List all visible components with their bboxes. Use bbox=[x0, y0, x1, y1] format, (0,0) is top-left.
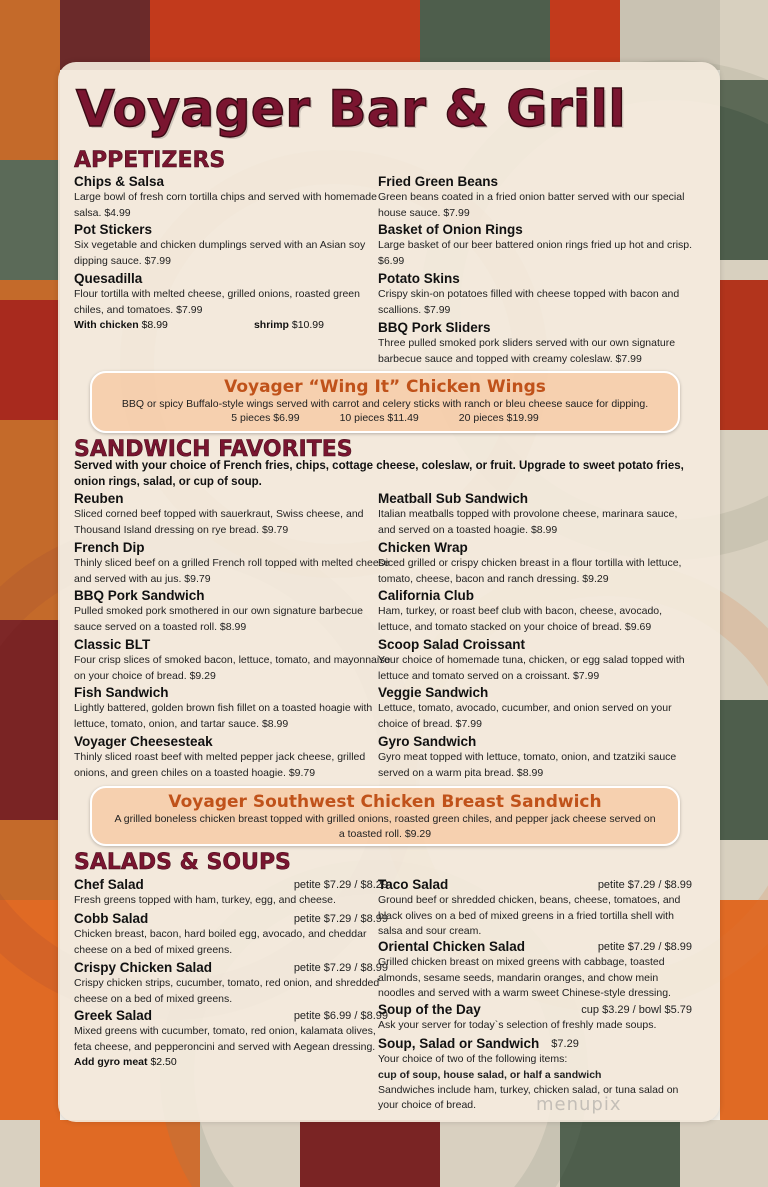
item-addons bbox=[74, 1055, 324, 1071]
menu-item bbox=[378, 1002, 696, 1034]
menu-item bbox=[74, 734, 392, 781]
item-price: petite $7.29 / $8.99 bbox=[597, 879, 692, 891]
feature-title: Voyager “Wing It” Chicken Wings bbox=[224, 377, 546, 397]
feature-description: A grilled boneless chicken breast topped with grilled onions, roasted green chiles, and pepper jack cheese served on a toasted roll. $9.29 bbox=[114, 813, 656, 840]
item-description: Ground beef or shredded chicken, beans, cheese, tomatoes, and black olives on a bed of mixed greens in a fried tortilla shell with salsa and sour cream. bbox=[378, 894, 681, 937]
item-name: Quesadilla bbox=[74, 271, 143, 286]
item-price: cup $3.29 / bowl $5.79 bbox=[581, 1004, 692, 1016]
item-description: Fresh greens topped with ham, turkey, egg, and cheese. bbox=[74, 894, 336, 906]
addon-price: $2.50 bbox=[150, 1056, 177, 1068]
addon-price: $8.99 bbox=[141, 319, 168, 331]
item-description: Thinly sliced roast beef with melted pepper jack cheese, grilled onions, and green chiles on a toasted hoagie. $9.79 bbox=[74, 751, 366, 779]
item-price: $7.29 bbox=[551, 1038, 579, 1050]
combo-options: cup of soup, house salad, or half a sandwich bbox=[378, 1068, 602, 1081]
menu-item bbox=[378, 637, 696, 684]
item-description: Ask your server for today`s selection of freshly made soups. bbox=[378, 1019, 657, 1031]
item-description: Sliced corned beef topped with sauerkraut, Swiss cheese, and Thousand Island dressing on rye bread. $9.79 bbox=[74, 508, 364, 536]
feature-box-southwest bbox=[90, 786, 680, 846]
item-description: Crispy skin-on potatoes filled with cheese topped with bacon and scallions. $7.99 bbox=[378, 288, 680, 316]
item-name: Voyager Cheesesteak bbox=[74, 734, 213, 749]
feature-title: Voyager Southwest Chicken Breast Sandwich bbox=[168, 792, 602, 812]
item-description: Grilled chicken breast on mixed greens with cabbage, toasted almonds, sesame seeds, mandarin oranges, and chow mein noodles and served with a warm sweet Chinese-style dressing. bbox=[378, 956, 671, 999]
menu-item bbox=[378, 222, 696, 269]
item-description: Mixed greens with cucumber, tomato, red onion, kalamata olives, feta cheese, and pepperoncini and served with Aegean dressing. bbox=[74, 1025, 376, 1053]
item-description: Ham, turkey, or roast beef club with bacon, cheese, avocado, lettuce, and tomato stacked on your choice of bread. $9.69 bbox=[378, 605, 663, 633]
addon-label: With chicken bbox=[74, 319, 139, 331]
item-note: Sandwiches include ham, turkey, chicken salad, or tuna salad on your choice of bread. bbox=[378, 1083, 679, 1111]
item-description: Four crisp slices of smoked bacon, lettuce, tomato, and mayonnaise on your choice of bread. $9.29 bbox=[74, 654, 391, 682]
menu-item bbox=[378, 271, 696, 318]
item-description: Lightly battered, golden brown fish fillet on a toasted hoagie with lettuce, tomato, onion, and tartar sauce. $8.99 bbox=[74, 702, 373, 730]
item-name: Potato Skins bbox=[378, 271, 460, 286]
item-name: Oriental Chicken Salad bbox=[378, 939, 526, 954]
item-description: Six vegetable and chicken dumplings served with an Asian soy dipping sauce. $7.99 bbox=[74, 239, 366, 267]
feature-box-wings bbox=[90, 371, 680, 433]
item-name: Chips & Salsa bbox=[74, 174, 165, 189]
addon-label: shrimp bbox=[253, 319, 289, 331]
menu-item bbox=[74, 222, 392, 269]
item-name: Veggie Sandwich bbox=[378, 685, 489, 700]
item-description: Three pulled smoked pork sliders served with our own signature barbecue sauce and topped with creamy coleslaw. $7.99 bbox=[378, 337, 676, 365]
menu-item bbox=[74, 911, 392, 958]
menu-item bbox=[74, 271, 392, 334]
item-description: Green beans coated in a fried onion batter served with our special house sauce. $7.99 bbox=[378, 191, 685, 219]
item-description: Your choice of two of the following items: bbox=[378, 1053, 568, 1065]
item-description: Chicken breast, bacon, hard boiled egg, avocado, and cheddar cheese on a bed of mixed greens. bbox=[74, 928, 367, 956]
item-description: Crispy chicken strips, cucumber, tomato, red onion, and shredded cheese on a bed of mixed greens. bbox=[74, 977, 380, 1005]
menu-item bbox=[378, 320, 696, 367]
page-title: Voyager Bar & Grill bbox=[76, 80, 626, 138]
watermark: menupix bbox=[536, 1094, 622, 1115]
item-description: Large basket of our beer battered onion rings fried up hot and crisp. $6.99 bbox=[378, 239, 693, 267]
wing-price: 20 pieces $19.99 bbox=[458, 412, 539, 424]
item-name: Reuben bbox=[74, 491, 124, 506]
menu-item bbox=[378, 174, 696, 221]
menu-item bbox=[74, 1008, 392, 1071]
item-name: Greek Salad bbox=[74, 1008, 153, 1023]
menu-item bbox=[74, 637, 392, 684]
item-name: French Dip bbox=[74, 540, 145, 555]
section-intro: Served with your choice of French fries, chips, cottage cheese, coleslaw, or fruit. Upgrade to sweet potato fries, onion rings, salad, or cup of soup. bbox=[74, 460, 684, 488]
item-description: Thinly sliced beef on a grilled French roll topped with melted cheese and served with au jus. $9.79 bbox=[74, 557, 390, 585]
menu-item bbox=[378, 588, 696, 635]
menu-item bbox=[378, 877, 696, 940]
addon-label: Add gyro meat bbox=[74, 1056, 148, 1068]
item-description: Gyro meat topped with lettuce, tomato, onion, and tzatziki sauce served on a warm pita bread. $8.99 bbox=[378, 751, 677, 779]
menu-item bbox=[74, 685, 392, 732]
section-heading-salads: SALADS & SOUPS bbox=[74, 850, 291, 875]
item-name: Taco Salad bbox=[378, 877, 449, 892]
item-addons bbox=[74, 318, 324, 334]
item-name: Fish Sandwich bbox=[74, 685, 169, 700]
item-price: petite $7.29 / $8.29 bbox=[293, 879, 388, 891]
item-description: Italian meatballs topped with provolone cheese, marinara sauce, and served on a toasted hoagie. $8.99 bbox=[378, 508, 678, 536]
item-name: Cobb Salad bbox=[74, 911, 149, 926]
item-price: petite $6.99 / $8.99 bbox=[293, 1010, 388, 1022]
item-name: Fried Green Beans bbox=[378, 174, 499, 189]
addon-price: $10.99 bbox=[291, 319, 324, 331]
menu-item bbox=[74, 491, 392, 538]
wing-price: 10 pieces $11.49 bbox=[339, 412, 419, 424]
item-price: petite $7.29 / $8.99 bbox=[597, 941, 692, 953]
menu-item bbox=[74, 877, 392, 909]
menu-item bbox=[74, 588, 392, 635]
item-description: Large bowl of fresh corn tortilla chips and served with homemade salsa. $4.99 bbox=[74, 191, 377, 219]
item-description: Flour tortilla with melted cheese, grilled onions, roasted green chiles, and tomatoes. $7.99 bbox=[74, 288, 360, 316]
item-name: Soup of the Day bbox=[378, 1002, 481, 1017]
menu-item bbox=[74, 960, 392, 1007]
item-name: Basket of Onion Rings bbox=[378, 222, 523, 237]
menu-item bbox=[378, 491, 696, 538]
feature-description: BBQ or spicy Buffalo-style wings served with carrot and celery sticks with ranch or bleu cheese sauce for dipping. bbox=[121, 398, 649, 410]
menu-item bbox=[378, 734, 696, 781]
item-name: Scoop Salad Croissant bbox=[378, 637, 526, 652]
wing-prices bbox=[92, 412, 678, 424]
section-heading-appetizers: APPETIZERS bbox=[74, 148, 226, 173]
item-name: Crispy Chicken Salad bbox=[74, 960, 213, 975]
item-description: Pulled smoked pork smothered in our own signature barbecue sauce served on a toasted roll. $8.99 bbox=[74, 605, 363, 633]
menu-item bbox=[378, 540, 696, 587]
item-name: Classic BLT bbox=[74, 637, 151, 652]
item-name: Soup, Salad or Sandwich bbox=[378, 1036, 540, 1051]
menu-item bbox=[378, 939, 696, 1002]
wing-price: 5 pieces $6.99 bbox=[231, 412, 300, 424]
menu-item bbox=[74, 174, 392, 221]
item-name: Chef Salad bbox=[74, 877, 144, 892]
item-name: BBQ Pork Sandwich bbox=[74, 588, 205, 603]
item-description: Your choice of homemade tuna, chicken, or egg salad topped with lettuce and tomato served on a croissant. $7.99 bbox=[378, 654, 685, 682]
menu-item bbox=[378, 685, 696, 732]
item-name: Meatball Sub Sandwich bbox=[378, 491, 529, 506]
item-description: Diced grilled or crispy chicken breast in a flour tortilla with lettuce, tomato, cheese, bacon and ranch dressing. $9.29 bbox=[378, 557, 682, 585]
item-price: petite $7.29 / $8.99 bbox=[293, 962, 388, 974]
item-price: petite $7.29 / $8.99 bbox=[293, 913, 388, 925]
item-description: Lettuce, tomato, avocado, cucumber, and onion served on your choice of bread. $7.99 bbox=[378, 702, 672, 730]
item-name: BBQ Pork Sliders bbox=[378, 320, 491, 335]
menu-item bbox=[74, 540, 392, 587]
section-heading-sandwiches: SANDWICH FAVORITES bbox=[74, 437, 353, 462]
item-name: Gyro Sandwich bbox=[378, 734, 477, 749]
item-name: California Club bbox=[378, 588, 475, 603]
item-name: Chicken Wrap bbox=[378, 540, 468, 555]
item-name: Pot Stickers bbox=[74, 222, 153, 237]
